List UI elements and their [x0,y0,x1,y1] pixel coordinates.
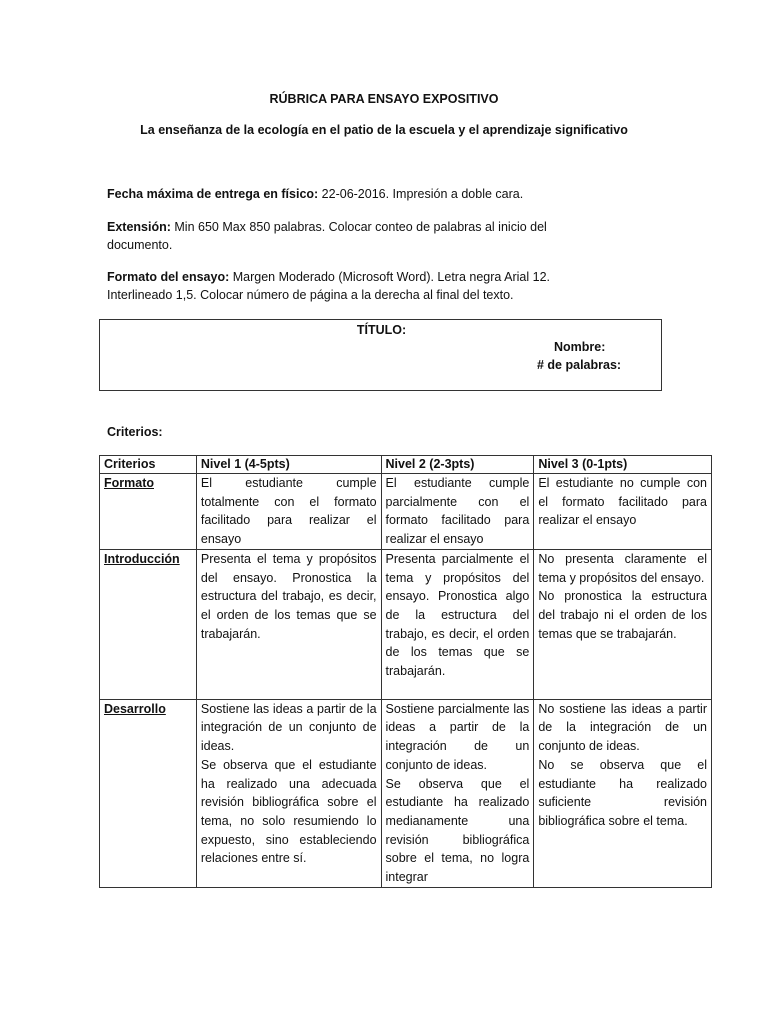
cell-formato-nivel-2: El estudiante cumple parcialmente con el formato facilitado para realizar el ensayo [381,474,534,550]
document-title: RÚBRICA PARA ENSAYO EXPOSITIVO [269,92,499,106]
cell-introduccion-nivel-1: Presenta el tema y propósitos del ensayo. Pronostica la estructura del trabajo, es decir, el orden de los temas que se trabajarán. [196,549,381,699]
desarrollo-nivel-1-line-2: Se observa que el estudiante ha realizado una adecuada revisión bibliográfica sobre el tema, no solo resumiendo lo expuesto, sino estableciendo relaciones entre sí. [200,757,377,866]
title-box [99,319,662,391]
titulo-label: TÍTULO: [356,323,407,337]
desarrollo-nivel-2-line-1: Sostiene parcialmente las ideas a partir de la integración de un conjunto de ideas. [385,701,530,772]
extension-paragraph [107,218,602,254]
criterio-desarrollo: Desarrollo [100,699,197,887]
desarrollo-nivel-2-line-2: Se observa que el estudiante ha realizado medianamente una revisión bibliográfica sobre el tema, no logra integrar [385,776,530,885]
cell-desarrollo-nivel-2 [381,699,534,887]
introduccion-nivel-3-line-1: No presenta claramente el tema y propósitos del ensayo. [538,551,707,585]
cell-formato-nivel-1: El estudiante cumple totalmente con el formato facilitado para realizar el ensayo [196,474,381,550]
header-criterios: Criterios [100,456,197,474]
desarrollo-nivel-3-line-2: No se observa que el estudiante ha realizado suficiente revisión bibliográfica sobre el tema. [538,757,707,828]
cell-introduccion-nivel-3 [534,549,712,699]
cell-introduccion-nivel-2: Presenta parcialmente el tema y propósitos del ensayo. Pronostica algo de la estructura del trabajo, es decir, el orden de los temas que se trabajarán. [381,549,534,699]
desarrollo-nivel-3-line-1: No sostiene las ideas a partir de la integración de un conjunto de ideas. [538,701,707,754]
cell-desarrollo-nivel-3 [534,699,712,887]
table-row [100,699,712,887]
rubric-table [99,455,712,888]
cell-desarrollo-nivel-1 [196,699,381,887]
table-header-row [100,456,712,474]
table-row [100,549,712,699]
criterio-formato: Formato [100,474,197,550]
palabras-label: # de palabras: [537,358,622,372]
extension-label: Extensión: [107,220,171,234]
introduccion-nivel-3-line-2: No pronostica la estructura del trabajo ni el orden de los temas que se trabajarán. [538,589,707,641]
criterios-heading: Criterios: [107,425,163,439]
extension-text: Min 650 Max 850 palabras. Colocar conteo de palabras al inicio del documento. [107,220,547,252]
document-subtitle: La enseñanza de la ecología en el patio de la escuela y el aprendizaje significativo [140,123,628,137]
formato-label: Formato del ensayo: [107,270,230,284]
header-nivel-2: Nivel 2 (2-3pts) [381,456,534,474]
table-row [100,474,712,550]
cell-formato-nivel-3: El estudiante no cumple con el formato facilitado para realizar el ensayo [534,474,712,550]
desarrollo-nivel-1-line-1: Sostiene las ideas a partir de la integración de un conjunto de ideas. [200,701,377,754]
header-nivel-3: Nivel 3 (0-1pts) [534,456,712,474]
fecha-text: 22-06-2016. Impresión a doble cara. [318,187,524,201]
header-nivel-1: Nivel 1 (4-5pts) [196,456,381,474]
formato-text: Margen Moderado (Microsoft Word). Letra negra Arial 12. Interlineado 1,5. Colocar número de página a la derecha al final del texto. [107,270,550,302]
criterio-introduccion: Introducción [100,549,197,699]
fecha-label: Fecha máxima de entrega en físico: [107,187,319,201]
formato-paragraph [107,268,607,304]
fecha-paragraph [107,185,627,203]
nombre-label: Nombre: [554,340,606,354]
